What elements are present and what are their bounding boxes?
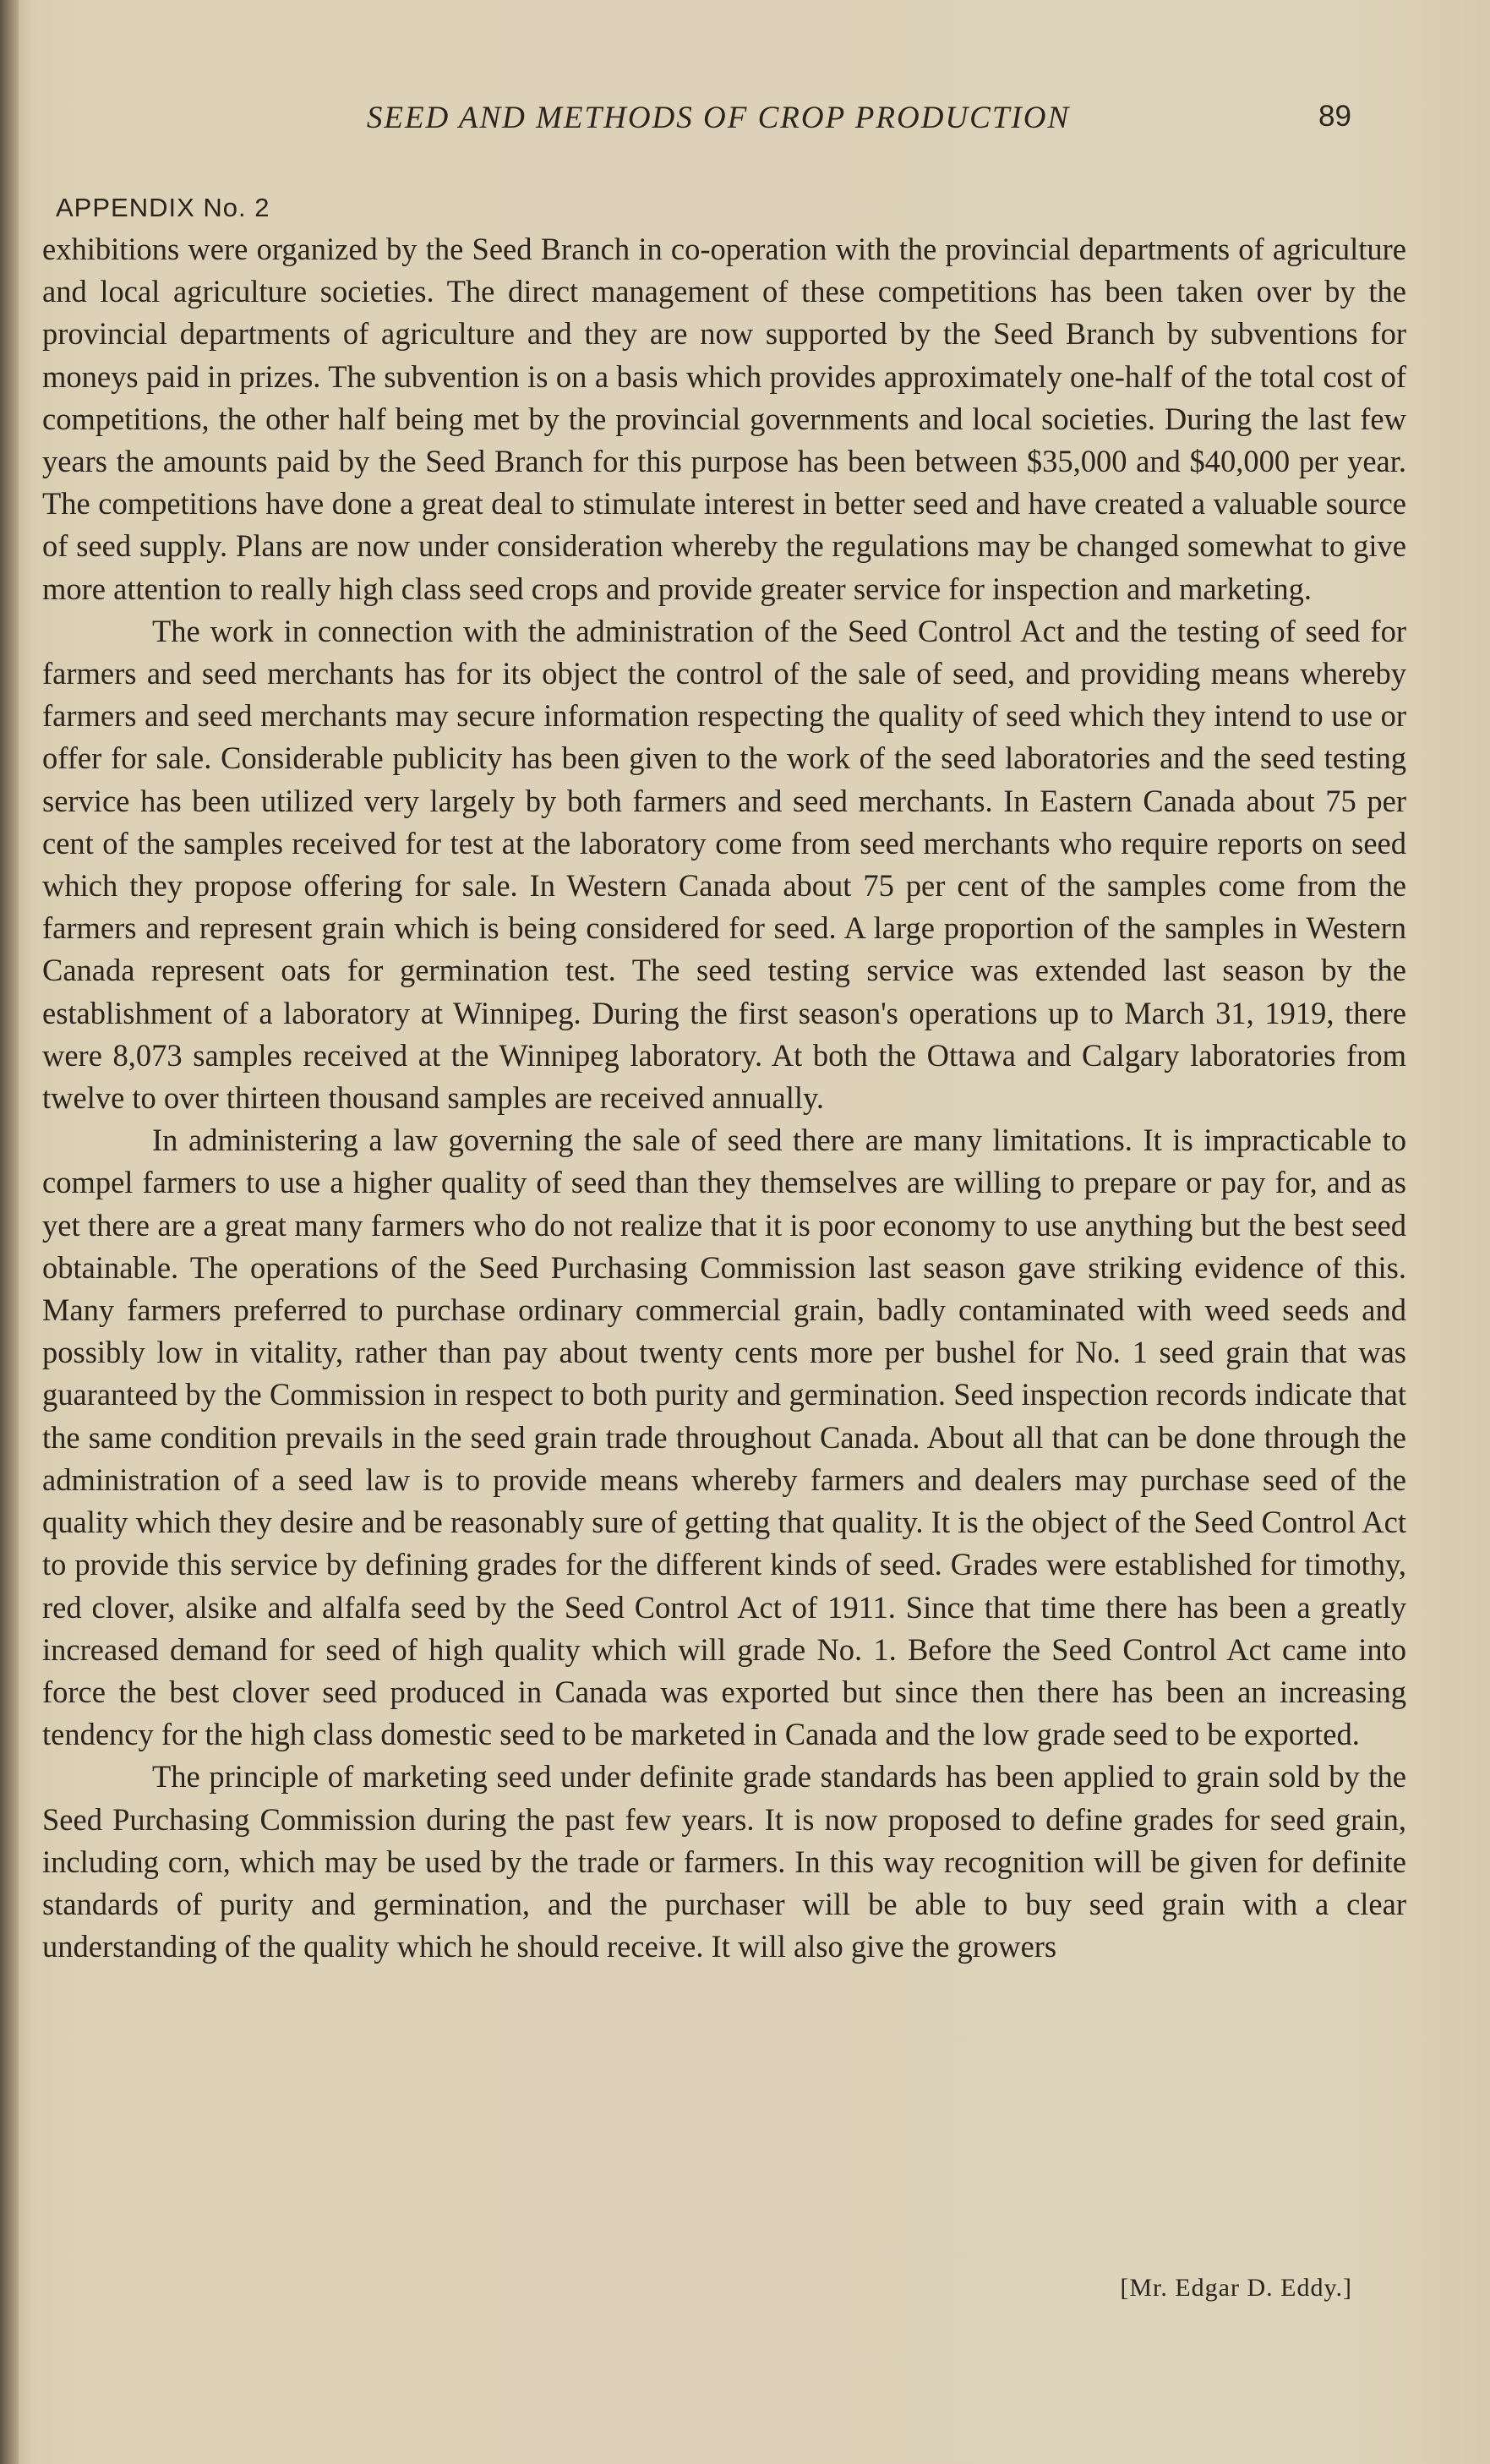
paragraph-1: exhibitions were organized by the Seed Branch in co-operation with the provincial departments of agriculture and local agriculture societies. The direct management of these competitions has been taken over by the provincial departments of agriculture and they are now supported by the Seed Branch by subventions for moneys paid in prizes. The subvention is on a basis which provides approximately one-half of the total cost of competitions, the other half being met by the provincial governments and local societies. During the last few years the amounts paid by the Seed Branch for this purpose has been between $35,000 and $40,000 per year. The competitions have done a great deal to stimulate interest in better seed and have created a valuable source of seed supply. Plans are now under consideration whereby the regulations may be changed somewhat to give more attention to really high class seed crops and provide greater service for inspection and marketing. (42, 232, 1406, 606)
speaker-attribution: [Mr. Edgar D. Eddy.] (1120, 2274, 1352, 2302)
paragraph-2: The work in connection with the administration of the Seed Control Act and the testing of seed for farmers and seed merchants has for its object the control of the sale of seed, and providing means whereby farmers and seed merchants may secure information respecting the quality of seed which they intend to use or offer for sale. Considerable publicity has been given to the work of the seed laboratories and the seed testing service has been utilized very largely by both farmers and seed merchants. In Eastern Canada about 75 per cent of the samples received for test at the laboratory come from seed merchants who require reports on seed which they propose offering for sale. In Western Canada about 75 per cent of the samples come from the farmers and represent grain which is being considered for seed. A large proportion of the samples in Western Canada represent oats for germination test. The seed testing service was extended last season by the establishment of a laboratory at Winnipeg. During the first season's operations up to March 31, 1919, there were 8,073 samples received at the Winnipeg laboratory. At both the Ottawa and Calgary laboratories from twelve to over thirteen thousand samples are received annually. (42, 613, 1406, 1116)
body-text (42, 228, 1406, 1968)
running-head: SEED AND METHODS OF CROP PRODUCTION (366, 101, 1071, 135)
appendix-label: APPENDIX No. 2 (56, 193, 270, 222)
paragraph-4: The principle of marketing seed under definite grade standards has been applied to grain sold by the Seed Purchasing Commission during the past few years. It is now proposed to define grades for seed grain, including corn, which may be used by the trade or farmers. In this way recognition will be given for definite standards of purity and germination, and the purchaser will be able to buy seed grain with a clear understanding of the quality which he should receive. It will also give the growers (42, 1759, 1406, 1964)
paragraph-3: In administering a law governing the sale of seed there are many limitations. It is impracticable to compel farmers to use a higher quality of seed than they themselves are willing to prepare or pay for, and as yet there are a great many farmers who do not realize that it is poor economy to use anything but the best seed obtainable. The operations of the Seed Purchasing Commission last season gave striking evidence of this. Many farmers preferred to purchase ordinary commercial grain, badly contaminated with weed seeds and possibly low in vitality, rather than pay about twenty cents more per bushel for No. 1 seed grain that was guaranteed by the Commission in respect to both purity and germination. Seed inspection records indicate that the same condition prevails in the seed grain trade throughout Canada. About all that can be done through the administration of a seed law is to provide means whereby farmers and dealers may purchase seed of the quality which they desire and be reasonably sure of getting that quality. It is the object of the Seed Control Act to provide this service by defining grades for the different kinds of seed. Grades were established for timothy, red clover, alsike and alfalfa seed by the Seed Control Act of 1911. Since that time there has been a greatly increased demand for seed of high quality which will grade No. 1. Before the Seed Control Act came into force the best clover seed produced in Canada was exported but since then there has been an increasing tendency for the high class domestic seed to be marketed in Canada and the low grade seed to be exported. (42, 1123, 1406, 1752)
page-number: 89 (1318, 100, 1351, 133)
book-binding-edge (0, 0, 19, 2464)
